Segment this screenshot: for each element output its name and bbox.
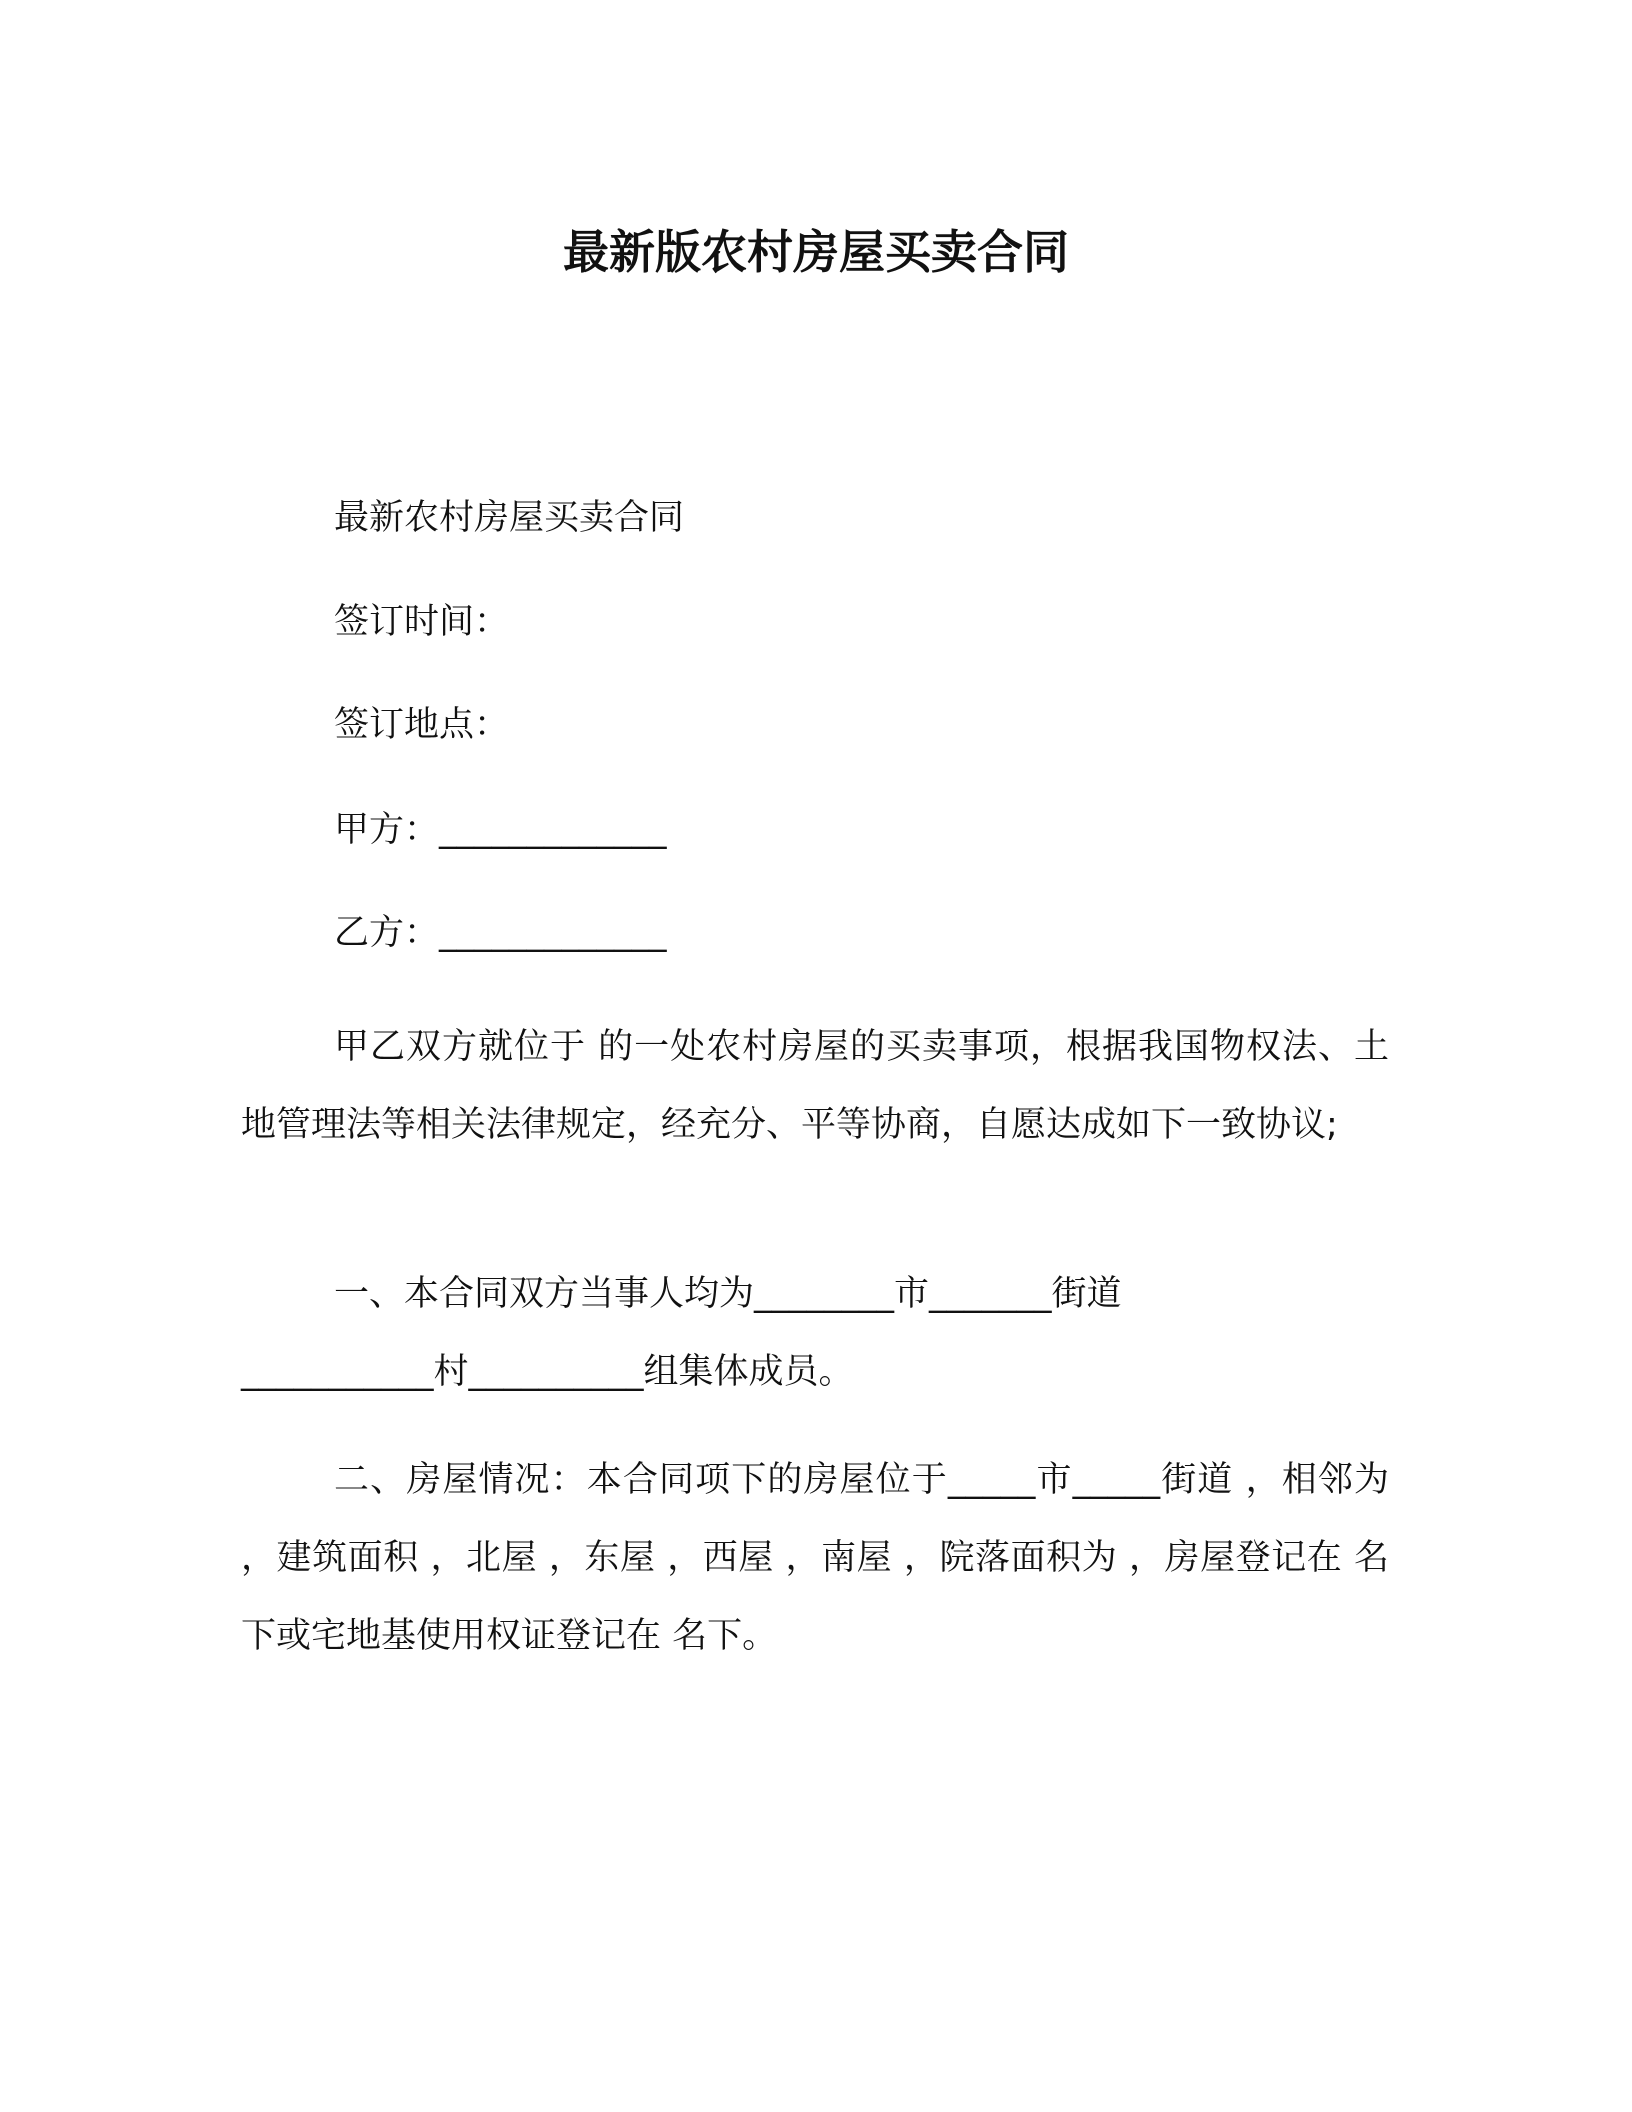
document-title: 最新版农村房屋买卖合同 xyxy=(563,225,1069,279)
clause-1-line-1: 一、本合同双方当事人均为________市_______街道 xyxy=(334,1274,1122,1314)
sign-time-field: 签订时间： xyxy=(334,602,510,642)
party-a-field: 甲方：_____________ xyxy=(334,810,667,850)
contract-subtitle: 最新农村房屋买卖合同 xyxy=(334,498,685,538)
sign-place-field: 签订地点： xyxy=(334,705,510,745)
intro-paragraph: 甲乙双方就位于 的一处农村房屋的买卖事项，根据我国物权法、土地管理法等相关法律规定，经充分、平等协商，自愿达成如下一致协议; xyxy=(241,1027,1389,1145)
party-b-field: 乙方：_____________ xyxy=(334,913,667,953)
clause-2-paragraph: 二、房屋情况：本合同项下的房屋位于_____市_____街道 ，相邻为 ，建筑面积 ，北屋 ，东屋 ，西屋 ，南屋 ，院落面积为 ，房屋登记在 名下或宅地基使用权证登记在 名下。 xyxy=(241,1460,1389,1656)
clause-1-line-2: ___________村__________组集体成员。 xyxy=(241,1352,854,1392)
